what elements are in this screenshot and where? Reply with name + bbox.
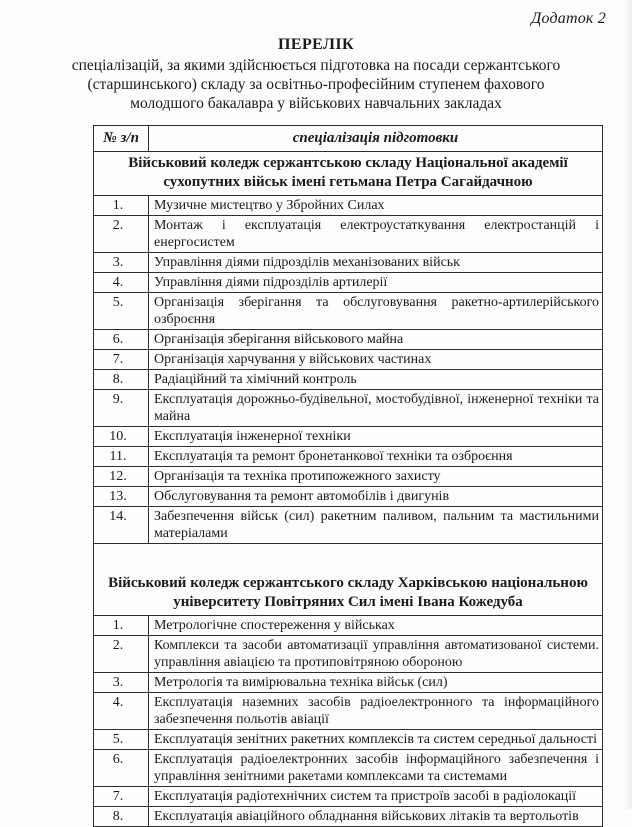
- document-title: ПЕРЕЛІК: [278, 36, 354, 53]
- row-number: 5.: [94, 293, 149, 330]
- row-number: 4.: [94, 273, 149, 293]
- row-specialization: Експлуатація та ремонт бронетанкової техніки та озброєння: [149, 447, 603, 467]
- row-specialization: Організація зберігання та обслуговування ракетно-артилерійського озброєння: [149, 293, 603, 330]
- section-title: Військовий коледж сержантською складу Національної академії сухопутних військ імені гетьмана Петра Сагайдачною: [94, 152, 603, 196]
- row-number: 3.: [94, 253, 149, 273]
- table-row: [94, 273, 603, 293]
- row-specialization: Метрологія та вимірювальна техніка військ (сил): [149, 673, 603, 693]
- table-row: [94, 370, 603, 390]
- row-specialization: Музичне мистецтво у Збройних Силах: [149, 196, 603, 216]
- row-specialization: Експлуатація зенітних ракетних комплексів та систем середньої дальності: [149, 730, 603, 750]
- scan-edge-shadow: [622, 0, 632, 809]
- section-title: Військовий коледж сержантського складу Харківською національною університету Повітряних Сил імені Івана Кожедуба: [94, 544, 603, 616]
- table-row: [94, 427, 603, 447]
- row-specialization: Експлуатація дорожньо-будівельної, мостобудівної, інженерної техніки та майна: [149, 390, 603, 427]
- row-number: 1.: [94, 616, 149, 636]
- row-specialization: Комплекси та засоби автоматизації управління автоматизованої системи. управління авіацією та протиповітряною обороною: [149, 636, 603, 673]
- table-row: [94, 253, 603, 273]
- table-row: [94, 636, 603, 673]
- row-number: 9.: [94, 390, 149, 427]
- table-row: [94, 196, 603, 216]
- section-header-row: [94, 152, 603, 196]
- document-subtitle: спеціалізацій, за якими здійснюється підготовка на посади сержантського (старшинського) складу за освітньо-професійним ступенем фахового молодшого бакалавра у військових навчальних закладах: [71, 57, 561, 112]
- row-specialization: Організація зберігання військового майна: [149, 330, 603, 350]
- table-row: [94, 447, 603, 467]
- row-specialization: Експлуатація радіоелектронних засобів інформаційного забезпечення і управління зенітними ракетами комплексами та системами: [149, 750, 603, 787]
- section-header-row: [94, 544, 603, 616]
- table-row: [94, 693, 603, 730]
- row-number: 14.: [94, 507, 149, 544]
- table-row: [94, 487, 603, 507]
- row-specialization: Монтаж і експлуатація електроустаткування електростанцій і енергосистем: [149, 216, 603, 253]
- row-specialization: Експлуатація наземних засобів радіоелектронного та інформаційного забезпечення польотів авіації: [149, 693, 603, 730]
- table-header-row: [94, 126, 603, 152]
- table-row: [94, 807, 603, 827]
- column-header-number: № з/п: [94, 126, 149, 152]
- row-specialization: Метрологічне спостереження у військах: [149, 616, 603, 636]
- table-row: [94, 673, 603, 693]
- row-specialization: Організація та техніка протипожежного захисту: [149, 467, 603, 487]
- spec-table-body: [94, 126, 603, 827]
- row-number: 2.: [94, 636, 149, 673]
- row-number: 3.: [94, 673, 149, 693]
- row-specialization: Радіаційний та хімічний контроль: [149, 370, 603, 390]
- row-number: 1.: [94, 196, 149, 216]
- row-number: 6.: [94, 750, 149, 787]
- row-specialization: Забезпечення військ (сил) ракетним паливом, пальним та мастильними матеріалами: [149, 507, 603, 544]
- row-specialization: Управління діями підрозділів механізованих військ: [149, 253, 603, 273]
- table-row: [94, 390, 603, 427]
- row-number: 13.: [94, 487, 149, 507]
- table-row: [94, 293, 603, 330]
- row-specialization: Експлуатація авіаційного обладнання військових літаків та вертольотів: [149, 807, 603, 827]
- column-header-specialization: спеціалізація підготовки: [149, 126, 603, 152]
- row-specialization: Обслуговування та ремонт автомобілів і двигунів: [149, 487, 603, 507]
- table-row: [94, 507, 603, 544]
- row-specialization: Експлуатація інженерної техніки: [149, 427, 603, 447]
- row-number: 4.: [94, 693, 149, 730]
- table-row: [94, 467, 603, 487]
- table-row: [94, 750, 603, 787]
- specializations-table: [93, 125, 603, 827]
- row-number: 5.: [94, 730, 149, 750]
- table-row: [94, 616, 603, 636]
- table-row: [94, 330, 603, 350]
- table-row: [94, 730, 603, 750]
- row-number: 7.: [94, 787, 149, 807]
- table-row: [94, 350, 603, 370]
- row-specialization: Організація харчування у військових частинах: [149, 350, 603, 370]
- row-number: 8.: [94, 370, 149, 390]
- row-number: 7.: [94, 350, 149, 370]
- table-row: [94, 216, 603, 253]
- row-number: 2.: [94, 216, 149, 253]
- row-specialization: Управління діями підрозділів артилерії: [149, 273, 603, 293]
- row-number: 11.: [94, 447, 149, 467]
- table-row: [94, 787, 603, 807]
- row-number: 10.: [94, 427, 149, 447]
- row-number: 12.: [94, 467, 149, 487]
- row-number: 8.: [94, 807, 149, 827]
- row-number: 6.: [94, 330, 149, 350]
- annex-label: Додаток 2: [531, 10, 606, 27]
- row-specialization: Експлуатація радіотехнічних систем та пристроїв засобі в радіолокації: [149, 787, 603, 807]
